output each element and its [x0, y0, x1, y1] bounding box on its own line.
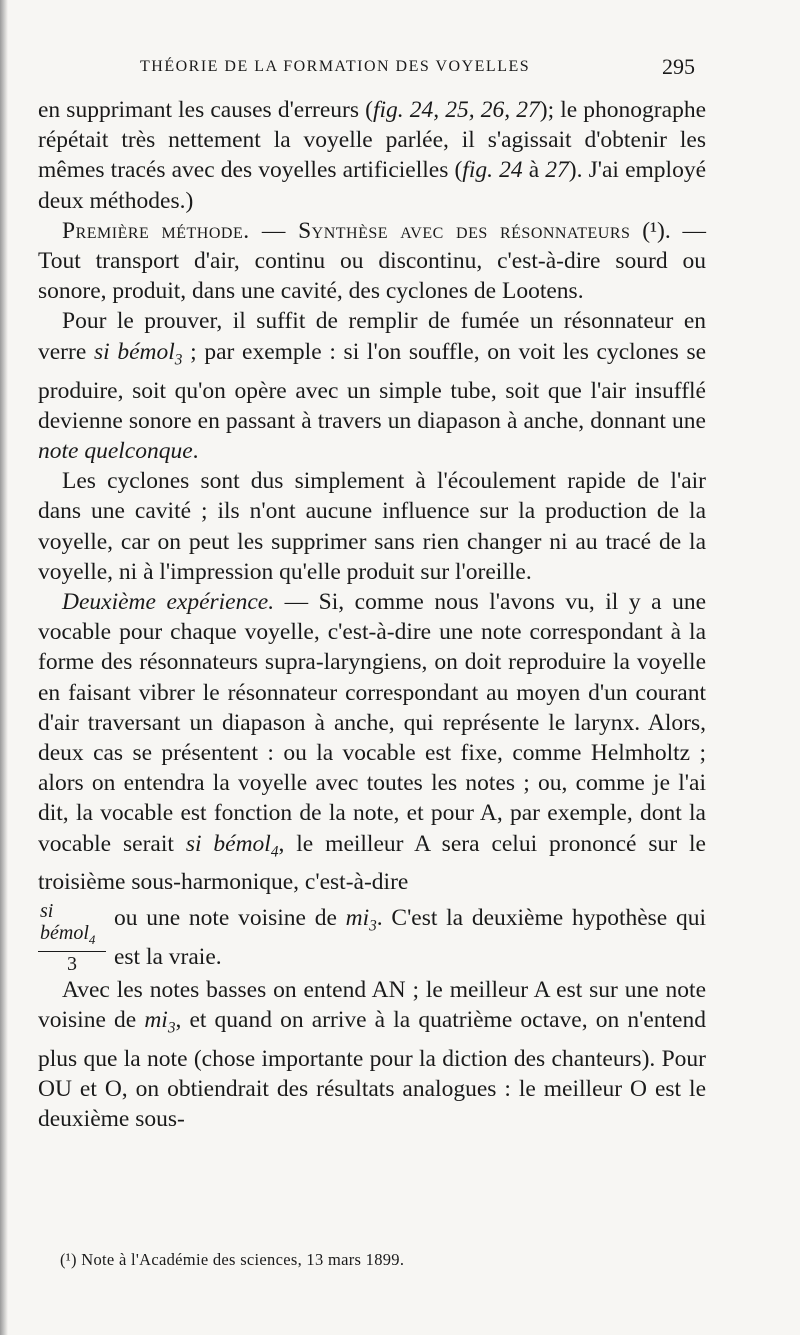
musical-note: $mi_3$	[144, 1006, 176, 1037]
footnote-reference: (¹)	[642, 217, 665, 244]
paragraph-2	[38, 216, 706, 307]
footnote-text: Note à l'Académie des sciences, 13 mars 1899.	[76, 1250, 405, 1269]
text-run: — Si, comme nous l'avons vu, il y a une vocable pour chaque voyelle, c'est-à-dire une note correspondant à la forme des résonnateurs supra-laryngiens, on doit reproduire la voyelle en faisant vibrer le résonnateur correspondant au moyen d'un courant d'air traversant un diapason à anche, qui représente le larynx. Alors, deux cas se présentent : ou la vocable est fixe, comme Helmholtz ; alors on entendra la voyelle avec toutes les notes ; ou, comme je l'ai dit, la vocable est fonction de la note, et pour A, par exemple, dont la vocable serait	[38, 588, 707, 857]
figure-reference: fig. 24	[462, 157, 523, 184]
figure-reference: fig. 24, 25, 26, 27	[372, 97, 540, 123]
text-run: Pour le prouver, il suffit de remplir de fumée un résonnateur en verre	[38, 308, 706, 365]
fraction-denominator: 3	[66, 952, 77, 975]
footnote	[60, 1250, 700, 1270]
text-run: ); le phonographe répétait très nettement la voyelle parlée, il s'agissait d'obtenir les mêmes tracés avec des voyelles artificielles (	[38, 97, 706, 184]
section-heading: Première méthode. — Synthèse avec des résonnateurs	[62, 217, 631, 244]
text-run: , et quand on arrive à la quatrième octave, on n'entend plus que la note (chose importante pour la diction des chanteurs). Pour OU et O, on obtiendrait des résultats analogues : le meilleur O est le deuxième sous-	[38, 1006, 706, 1133]
text-run: en supprimant les causes d'erreurs (	[38, 97, 373, 123]
text-run: . — Tout transport d'air, continu ou discontinu, c'est-à-dire sourd ou sonore, produit, dans une cavité, des cyclones de Lootens.	[38, 217, 707, 305]
main-text	[38, 95, 706, 1134]
text-run: , le meilleur A sera celui prononcé sur le troisième sous-harmonique, c'est-à-dire	[38, 830, 706, 896]
fraction	[38, 900, 106, 975]
text-run: Avec les notes basses on entend AN ; le meilleur A est sur une note voisine de	[38, 976, 706, 1033]
running-title: THÉORIE DE LA FORMATION DES VOYELLES	[140, 58, 531, 75]
text-run: ; par exemple : si l'on souffle, on voit les cyclones se produire, soit qu'on opère avec un simple tube, soit que l'air insufflé devienne sonore en passant à travers un diapason à anche, donnant une	[38, 338, 707, 434]
musical-note: si bémol$_3$	[93, 338, 183, 369]
fraction-numerator: si bémol$_4$	[38, 900, 106, 952]
text-run: à	[522, 157, 546, 184]
footnote-marker: (¹)	[60, 1250, 77, 1269]
text-run: .	[192, 437, 199, 464]
fraction-line	[38, 900, 706, 975]
page-number: 295	[662, 54, 695, 79]
text-run: ou une note voisine de $mi_3$. C'est la deuxième hypothèse qui est la vraie.	[113, 904, 706, 970]
page-spine-shadow	[0, 0, 8, 1335]
paragraph-4: Les cyclones sont dus simplement à l'écoulement rapide de l'air dans une cavité ; ils n'ont aucune influence sur la production de la voyelle, car on peut les supprimer sans rien changer ni au tracé de la voyelle, ni à l'impression qu'elle produit sur l'oreille.	[38, 468, 706, 585]
paragraph-5	[38, 587, 706, 898]
figure-reference: 27	[545, 157, 569, 184]
emphasis: note quelconque	[38, 437, 193, 464]
paragraph-6	[38, 975, 706, 1135]
paragraph-3	[38, 306, 706, 466]
text-run: ). J'ai employé deux méthodes.)	[38, 157, 706, 214]
paragraph-1	[38, 95, 706, 216]
section-heading: Deuxième expérience.	[62, 588, 275, 615]
musical-note: si bémol$_4$	[185, 830, 279, 861]
